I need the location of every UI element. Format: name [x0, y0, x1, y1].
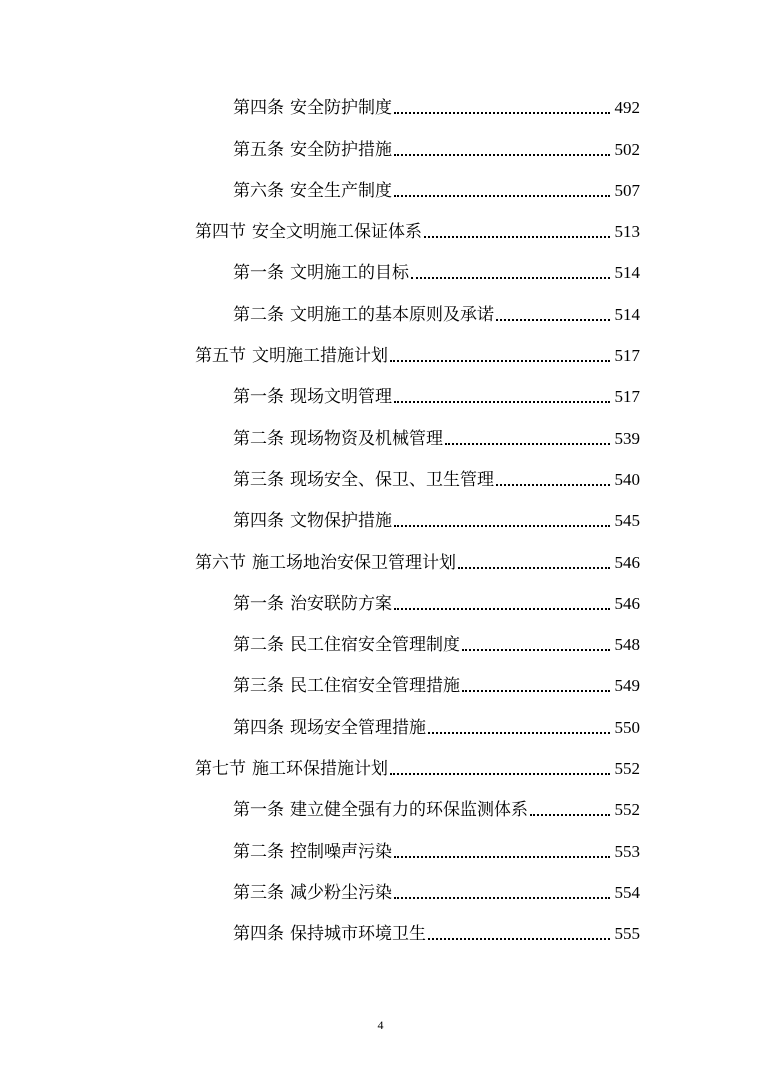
toc-dot-leader	[390, 360, 610, 362]
toc-article-entry[interactable]	[0, 832, 761, 873]
toc-article-entry[interactable]	[0, 130, 761, 171]
toc-entry-page: 546	[614, 552, 640, 572]
toc-article-entry[interactable]	[0, 89, 761, 130]
toc-entry-title: 现场物资及机械管理	[290, 428, 443, 449]
toc-entry-page: 507	[614, 180, 640, 200]
toc-article-entry[interactable]	[0, 791, 761, 832]
toc-article-entry[interactable]	[0, 378, 761, 419]
toc-entry-title: 民工住宿安全管理制度	[290, 635, 460, 656]
toc-entry-number: 第五条	[233, 139, 284, 160]
toc-entry-page: 554	[614, 882, 640, 902]
toc-entry-title: 建立健全强有力的环保监测体系	[290, 800, 528, 821]
toc-entry-number: 第五节	[195, 346, 246, 367]
toc-article-entry[interactable]	[0, 502, 761, 543]
toc-entry-number: 第二条	[233, 428, 284, 449]
toc-entry-number: 第七节	[195, 759, 246, 780]
toc-entry-page: 545	[614, 511, 640, 531]
toc-dot-leader	[428, 732, 610, 734]
toc-entry-title: 文明施工的基本原则及承诺	[290, 304, 494, 325]
toc-entry-number: 第一条	[233, 593, 284, 614]
toc-dot-leader	[462, 649, 610, 651]
page-number: 4	[377, 1018, 384, 1032]
toc-dot-leader	[445, 443, 610, 445]
toc-entry-number: 第三条	[233, 882, 284, 903]
toc-dot-leader	[458, 567, 610, 569]
toc-entry-title: 控制噪声污染	[290, 841, 392, 862]
toc-entry-number: 第一条	[233, 387, 284, 408]
toc-section-entry[interactable]	[0, 213, 761, 254]
toc-section-entry[interactable]	[0, 543, 761, 584]
toc-entry-number: 第四条	[233, 98, 284, 119]
toc-entry-page: 546	[614, 593, 640, 613]
toc-entry-page: 555	[614, 924, 640, 944]
toc-entry-number: 第六条	[233, 180, 284, 201]
toc-dot-leader	[394, 112, 610, 114]
toc-entry-page: 549	[614, 676, 640, 696]
toc-dot-leader	[394, 525, 610, 527]
toc-entry-page: 502	[614, 139, 640, 159]
toc-entry-title: 文明施工措施计划	[252, 346, 388, 367]
toc-entry-number: 第六节	[195, 552, 246, 573]
toc-article-entry[interactable]	[0, 419, 761, 460]
toc-section-entry[interactable]	[0, 750, 761, 791]
toc-article-entry[interactable]	[0, 667, 761, 708]
toc-article-entry[interactable]	[0, 461, 761, 502]
toc-entry-page: 517	[614, 346, 640, 366]
toc-entry-number: 第三条	[233, 469, 284, 490]
toc-dot-leader	[390, 773, 610, 775]
toc-dot-leader	[394, 608, 610, 610]
toc-dot-leader	[428, 938, 610, 940]
toc-dot-leader	[496, 484, 610, 486]
toc-entry-title: 文明施工的目标	[290, 263, 409, 284]
toc-entry-page: 552	[614, 800, 640, 820]
toc-entry-page: 548	[614, 635, 640, 655]
toc-entry-number: 第四条	[233, 511, 284, 532]
toc-entry-title: 安全文明施工保证体系	[252, 222, 422, 243]
toc-entry-title: 文物保护措施	[290, 511, 392, 532]
toc-entry-title: 现场文明管理	[290, 387, 392, 408]
toc-entry-title: 施工场地治安保卫管理计划	[252, 552, 456, 573]
toc-dot-leader	[424, 236, 610, 238]
toc-entry-number: 第二条	[233, 841, 284, 862]
toc-entry-title: 保持城市环境卫生	[290, 924, 426, 945]
toc-entry-page: 517	[614, 387, 640, 407]
toc-entry-page: 514	[614, 304, 640, 324]
toc-dot-leader	[411, 277, 610, 279]
toc-article-entry[interactable]	[0, 874, 761, 915]
toc-article-entry[interactable]	[0, 254, 761, 295]
toc-entry-number: 第一条	[233, 263, 284, 284]
toc-entry-title: 民工住宿安全管理措施	[290, 676, 460, 697]
toc-entry-title: 减少粉尘污染	[290, 882, 392, 903]
toc-entry-page: 540	[614, 469, 640, 489]
toc-article-entry[interactable]	[0, 295, 761, 336]
toc-section-entry[interactable]	[0, 337, 761, 378]
toc-dot-leader	[394, 897, 610, 899]
toc-dot-leader	[394, 856, 610, 858]
toc-dot-leader	[394, 401, 610, 403]
toc-dot-leader	[394, 195, 610, 197]
toc-entry-number: 第四条	[233, 924, 284, 945]
toc-dot-leader	[394, 154, 610, 156]
toc-entry-title: 现场安全、保卫、卫生管理	[290, 469, 494, 490]
toc-dot-leader	[496, 319, 610, 321]
toc-dot-leader	[462, 690, 610, 692]
toc-article-entry[interactable]	[0, 585, 761, 626]
table-of-contents	[0, 89, 761, 956]
toc-entry-page: 539	[614, 428, 640, 448]
toc-dot-leader	[530, 814, 610, 816]
toc-entry-number: 第二条	[233, 304, 284, 325]
toc-entry-page: 553	[614, 841, 640, 861]
toc-entry-number: 第一条	[233, 800, 284, 821]
toc-article-entry[interactable]	[0, 626, 761, 667]
toc-entry-title: 施工环保措施计划	[252, 759, 388, 780]
toc-entry-number: 第四条	[233, 717, 284, 738]
toc-article-entry[interactable]	[0, 172, 761, 213]
toc-entry-title: 安全生产制度	[290, 180, 392, 201]
toc-entry-page: 514	[614, 263, 640, 283]
toc-article-entry[interactable]	[0, 708, 761, 749]
toc-entry-title: 安全防护制度	[290, 98, 392, 119]
toc-entry-page: 552	[614, 759, 640, 779]
toc-entry-number: 第四节	[195, 222, 246, 243]
toc-entry-title: 治安联防方案	[290, 593, 392, 614]
toc-article-entry[interactable]	[0, 915, 761, 956]
toc-entry-number: 第三条	[233, 676, 284, 697]
toc-entry-title: 安全防护措施	[290, 139, 392, 160]
toc-entry-number: 第二条	[233, 635, 284, 656]
toc-entry-page: 513	[614, 222, 640, 242]
toc-entry-page: 492	[614, 98, 640, 118]
toc-entry-page: 550	[614, 717, 640, 737]
toc-entry-title: 现场安全管理措施	[290, 717, 426, 738]
